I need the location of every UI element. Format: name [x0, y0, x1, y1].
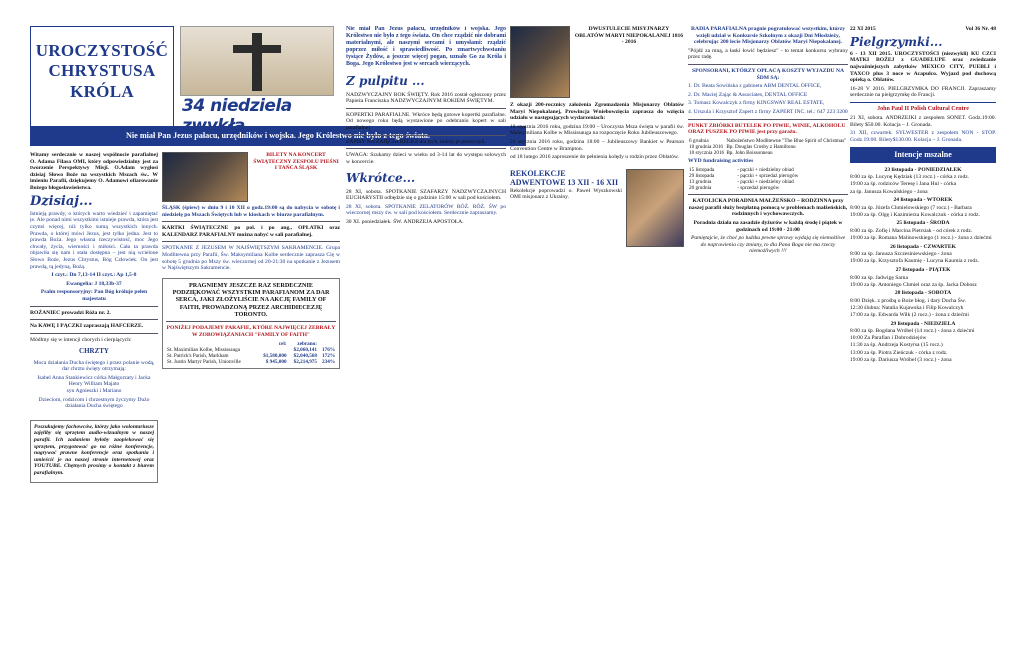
- header-image: [180, 26, 334, 96]
- religion-text: ZAPISY NA ZAJĘCIA RELIGI dla tych, którzy je przeoczyli.: [346, 138, 486, 145]
- event-1: 18 stycznia 2016 roku, godzina 19:00 – Uroczysta Msza święta w parafii św. Maksymiliana Kolbe w Mississauga na rozpoczęcie Roku Jubileuszowego.: [510, 123, 684, 137]
- remember-text: Pamiętajcie, że choć po ludzku pewne sprawy wydają się niemożliwe do naprawienia czy zmiany, to dla Pana Boga nie ma rzeczy niemożliwych !!!: [690, 235, 846, 255]
- mass-item: 13:00 za śp. Piotra Zieńczuk - córka z rodz.: [850, 349, 948, 356]
- table-cell: $ 945,000: [265, 358, 287, 365]
- divider: [30, 319, 158, 320]
- mass-item: 19:00 za śp. Krzysztofa Kaumię - Lucyna Kaumia z rodz.: [850, 258, 980, 265]
- radio-text: RADIA PARAFIALNA pragnie pogratulować wszystkim, którzy wzięli udział w Konkursie Szkolnym z okazji Dni Młodzieży, celebrując 200 lecie Misjonarzy Oblatów Maryi Niepokalanej.: [690, 26, 846, 46]
- divider: [30, 306, 158, 307]
- retreat-text: Rekolekcje poprowadzi o. Paweł Wyszkowski OMI misjonarz z Ukrainy.: [510, 187, 622, 201]
- slask-text: ŚLĄSK (śpiew) w dniu 9 i 10 XII o godz.19:00 są do nabycia w sobotę i niedzielę po Mszach Świętych lub w kioskach w biurze parafialnym.: [162, 205, 340, 218]
- mass-item: za śp. Janusza Kowalskiego - żona: [850, 188, 928, 195]
- table-cell: - sprzedaż pierogów: [737, 185, 780, 192]
- mass-item: 8:00 Dzięk. z prośbą o Boże błog. i dary Ducha Św.: [850, 297, 966, 304]
- coffee-note: Na KAWĘ I PĄCZKI zapraszają HAFCERZE.: [30, 323, 144, 330]
- divider: [346, 108, 506, 109]
- event-sylwester: 31 XII, czwartek. SYLWESTER z zespołem NON - STOP. Godz.19:00. Bilety$130.00. Kolacja – J. Gronada.: [850, 130, 996, 143]
- table-cell: St. Patrick's Parish, Markham: [167, 352, 229, 359]
- sponsor-item: 4. Urszula i Krzysztof Zapert z firmy ZAPERT INC. tel.: 647 223 3200: [688, 108, 848, 115]
- sponsor-item: 1. Dr. Beata Sowińska z gabinetu ABM DENTAL OFFICE,: [688, 83, 822, 90]
- tickets-heading: BILETY NA KONCERT ŚWIĄTECZNY ZESPOŁU PIEŚNI I TAŃCA ŚLĄSK: [253, 152, 339, 172]
- notice-text: UWAGA: Szukamy dzieci w wieku od 3-14 lat do występu solowych w koncercie.: [346, 152, 506, 165]
- gospel: Ewangelia: J 18,33b-37: [66, 280, 122, 287]
- table-row: [688, 150, 848, 156]
- event-andrzejki: 21 XI, sobota. ANDRZEJKI z zespołem SONET. Godz.19:00. Bilety $50.00. Kolacja – J. Gronada.: [850, 114, 996, 128]
- event-3: od 18 lutego 2016 zaproszenie do pełnienia kolędy u rodzin przez Oblatów.: [510, 154, 679, 161]
- mass-item: 8:00 za śp. Bogdana Wróbel (14 rocz.) - żona z dziećmi: [850, 328, 975, 335]
- occasion-text: Z okazji 200-rocznicy założenia Zgromadzenia Misjonarzy Oblatów Maryi Niepokalanej, Prowincja Wniebowzięcia zaprasza do wzięcia udziału w następujących wydarzeniach:: [510, 102, 684, 122]
- family-faith-heading: PONIŻEJ PODAJEMY PARAFIE, KTÓRE NAJWIĘCEJ ZEBRAŁY W ZOBOWIĄZANIACH "FAMILY OF FAITH": [166, 325, 336, 338]
- mass-day: 29 listopada - NIEDZIELA: [890, 320, 956, 327]
- divider: [30, 333, 158, 334]
- divider: [162, 221, 340, 222]
- parish-table: [166, 341, 336, 366]
- divider: [850, 102, 996, 103]
- pilgrimage-heading: Pielgrzymki...: [850, 34, 943, 49]
- mass-item: 8:00 za śp. Janusza Szczesiniewskiego - żona: [850, 251, 952, 258]
- jubilee-text: NADZWYCZAJNY ROK ŚWIĘTY. Rok 2016 został ogłoszony przez Papieża Franciszka NADZWYCZAJNYM ROKIEM ŚWIĘTYM.: [346, 91, 506, 105]
- table-row: [688, 185, 848, 191]
- retreat-heading: REKOLEKCJE ADWENTOWE 13 XII - 16 XII: [510, 168, 619, 188]
- issue-date: 22 XI 2015: [850, 26, 876, 32]
- table-cell: Bp. John Boissonneau: [726, 149, 773, 156]
- zelators-text: 28 XI, sobota. SPOTKANIE ZELATORÓW RÓŻ. RÓŻ. ŚW po wieczornej mszy św. w sali pod kościołem. Serdecznie zapraszamy.: [346, 203, 506, 217]
- mass-day: 24 listopada - WTOREK: [893, 197, 953, 204]
- table-cell: 20 grudnia: [689, 185, 712, 192]
- mass-item: 19:00 za śp. Antoniego Chmiel oraz za śp. Jacka Dobosz: [850, 281, 977, 288]
- volunteer-note: Poszukujemy fachowców, którzy jako wolontariusze zajęliby się sprzętem audio-wizualnym w naszej parafii. Ich zadaniem byłoby zaopiekować się sprzętem, przygotować go na różne konferencje, nagrywać prawne konferencje oraz spotkania i umieścić je na naszej stronie internetowej oraz YOUTUBE. Chętnych prosimy o kontakt z biurem parafialnym.: [34, 423, 154, 476]
- table-cell: 172%: [322, 352, 335, 359]
- baptisms-heading: CHRZTY: [79, 347, 109, 356]
- table-cell: St. Justin Martyr Parish, Unionville: [167, 358, 241, 365]
- table-cell: 15 listopada: [689, 166, 715, 173]
- baptisms-end: Dzieciom, rodzicom i chrzestnym życzymy Dużo działania Ducha świętego: [38, 396, 150, 410]
- sponsor-item: 2. Dr. Maciej Zając & Associates, DENTAL OFFICE: [688, 91, 808, 98]
- divider: [688, 119, 848, 120]
- table-cell: 10 stycznia 2016: [689, 149, 725, 156]
- mass-item: 8:00 za śp. Jadwigę Sarna: [850, 274, 908, 281]
- today-heading: Dzisiaj...: [30, 193, 93, 209]
- divider: [346, 148, 506, 149]
- table-cell: 29 listopada: [689, 172, 715, 179]
- baptisms-intro: Moca działania Ducha świętego i przez polanie wodą, dar chrztu święty otrzymają:: [33, 359, 155, 373]
- quote-text: "Pójdź za mną, a łaski łowić będziesz" - to temat konkursu wybrany przez radę.: [688, 47, 848, 61]
- mass-item: 19:00 za śp. rodziców Teresę i Jana Hul - córka: [850, 181, 957, 188]
- table-cell: Bp. Douglas Crosby z Hamiltonu: [726, 143, 796, 150]
- priest-photo: [626, 169, 684, 247]
- today-text: Istnieją prawdy, o których warto wiedzieć i zapamiętać je. Ale ponad nimi wszystkimi istnieje prawda, która jest czymś więcej, niż tylko sumą wszystkich innych. Prawda, o której mówi Jezus, jest tylko jedna. Jest to prawda Boża. Jego własna rzeczywistość, moc Jego chwały, życia, wierności i miłości. Cała ta prawda objawiła się nam i stała dostępna – jest nią wcielone Słowo Boże, Jezus Chrystus, Bóg Człowiek. On jest prawdą, tą jedyną, Bożą.: [30, 210, 158, 270]
- event-2: 21 stycznia 2016 roku, godzina 18:00 – Jubileuszowy Bankiet w Pearson Convention Centre w Brampton.: [510, 138, 684, 152]
- table-cell: 10 grudnia 2016: [689, 143, 724, 150]
- sponsor-item: 3. Tomasz Kowalczyk z firmy KINGSWAY REAL ESTATE,: [688, 100, 825, 107]
- title-box: [30, 26, 174, 130]
- table-cell: 13 grudnia: [689, 178, 712, 185]
- mass-day: 26 listopada - CZWARTEK: [890, 243, 956, 250]
- readings: I czyt.: Dn 7,13-14 II czyt.: Ap 1,5-8: [51, 272, 137, 279]
- page-title: UROCZYSTOŚĆ CHRYSTUSA KRÓLA: [35, 41, 169, 101]
- mass-day: 28 listopada - SOBOTA: [894, 290, 952, 297]
- mass-item: 11:30 za śp. Andrzeja Kostyrsa (15 rocz.): [850, 342, 943, 349]
- column-2: [162, 152, 340, 657]
- table-cell: St. Maximilian Kolbe, Mississauga: [167, 346, 241, 353]
- anniversary-image: [510, 26, 570, 98]
- sponsors-heading: SPONSORANI, KTÓRZY OPŁACĄ KOSZTY WYJAZDU NA ŚDM SĄ:: [691, 67, 845, 81]
- counseling-hours: Poradnia działa na zasadzie dyżurów w każdą środę i piątek w godzinach od 19:00 - 21:00: [693, 219, 843, 233]
- mass-item: 8:00 za śp. Lucynę Kędziak (13 rocz.) - córka z rodz.: [850, 174, 970, 181]
- family-faith-box: [162, 278, 340, 369]
- mass-day: 25 listopada - ŚRODA: [896, 220, 950, 227]
- mass-item: 19:00 za śp. Dariusza Wróbel (3 rocz.) - żona: [850, 356, 952, 363]
- events-table: [688, 138, 848, 156]
- divider: [688, 194, 848, 195]
- soon-heading: Wkrótce...: [346, 171, 416, 186]
- wyd-heading: WYD fundraising activities: [688, 158, 754, 165]
- sunday-title: 34 niedziela: [182, 96, 292, 116]
- mass-item: 19:00 za śp. Romana Malinowskiego (1 rocz.) - żona z dziećmi: [850, 235, 992, 242]
- pulpit-heading: Z pulpitu ...: [346, 74, 425, 89]
- table-cell: Nabożeństwo Modlitewne "The Blue Spirit of Christmas": [726, 137, 847, 144]
- cultural-centre: John Paul II Polish Cultural Centre: [877, 105, 969, 112]
- header-collected: zebrano:: [297, 340, 317, 347]
- column-1: [30, 152, 158, 657]
- mass-item: 12:30 ślubna: Natalia Kujawska i Filip Kowalczyk: [850, 304, 964, 311]
- cross-icon: [252, 33, 262, 91]
- cross-beam: [233, 45, 281, 53]
- wyd-table: [688, 167, 848, 192]
- counseling-text: KATOLICKA PORADNIA MAŁŻEŃSKO – RODZINNA przy naszej parafii służy bezpłatną pomocą w problemach małżeńskich, rodzinnych i wychowawczych.: [688, 198, 848, 218]
- header-target: cel:: [278, 340, 287, 347]
- envelopes-text: KOPERTKI PARAFIALNE. Wkróce będą gotowe kopertki parafialne. Od nowego roku będą wystawione po odebraniu kopert w sali parafialnej.: [346, 111, 506, 131]
- headline-banner: Nie miał Pan Jezus pałacu, urzędników i wojska. Jego Królestwo nie było z tego świata.: [30, 126, 526, 146]
- andrzej-text: 30 XI. poniedziałek. ŚW. ANDRZEJA APOSTOŁA.: [346, 218, 464, 225]
- pilgrimage-1: 6 - 13 XII 2015. UROCZYSTOŚCI (niezwykli) KU CZCI MATKI BOŻEJ z GUADELUPE oraz zwiedzanie najważniejszych zabytków MEXICO CITY, PUEBLI i TAXCO plus 3 noce w Acapulco. Wyjazd pod duchową opieką o. Oblatów.: [850, 50, 996, 84]
- dance-photo: [162, 152, 248, 202]
- divider: [162, 241, 340, 242]
- spotkanie-text: SPOTKANIE Z JEZUSEM W NAJŚWIĘTSZYM SAKRAMENCIE. Grupa Modlitewna przy Parafii, Św. Maksymiliana Kolbe serdecznie zaprasza Cię w sobotę 5 grudnia po Mszy św. wieczornej od 20-21:30 na spotkanie z Jezusem w Najświętszym Sakramencie.: [162, 245, 340, 272]
- divider: [688, 64, 848, 65]
- soon-text: 28 XI, sobota. SPOTKANIE SZAFARZY NADZWYCZAJNYCH EUCHARYSTII odbędzie się o godzinie 15:00 w sali pod kościołem.: [346, 188, 506, 202]
- divider: [166, 321, 336, 322]
- volunteer-box: [30, 420, 158, 483]
- mass-item: 19:00 za śp. Olgę i Kazimierza Kowalczuk - córka z rodz.: [850, 211, 980, 218]
- table-cell: 176%: [322, 346, 335, 353]
- sick-text: Módlmy się w intencji chorych i cierpiących:: [30, 336, 132, 343]
- mass-day: 27 listopada - PIĄTEK: [895, 267, 951, 274]
- table-cell: $2,040,568: [293, 352, 317, 359]
- table-cell: - pączki + niedzielny obiad: [737, 166, 794, 173]
- mass-list: [850, 167, 996, 363]
- pilgrimage-2: 16-28 V 2016. PIELGRZYMKA DO FRANCJI. Zapraszamy serdecznie na pielgrzymkę do Francji.: [850, 85, 996, 99]
- mass-intentions-heading: Intencje mszalne: [850, 147, 996, 162]
- intro-text: Nie miał Pan Jezus pałacu, urzędników i wojska. Jego Królestwo nie było z tego świata. On chce rządzić nie dobrami materialnymi, ale naszymi sercami i umysłami: rządzić poprzez miłość i sprawiedliwość. Po zmartwychwstaniu tysiące Żydów, a jeszcze więcej pogan, uznało Go za Króla i Boga. Jego Królestwo jest w sercach wierzących.: [346, 26, 506, 68]
- table-cell: $1,580,000: [263, 352, 287, 359]
- cards-text: KARTKI ŚWIĄTECZNE po pol. i po ang., OPŁATKI oraz KALENDARZ PARAFIALNY można nabyć w sali parafialnej.: [162, 225, 340, 238]
- table-cell: $2,060,141: [293, 346, 317, 353]
- mass-item: 10:00 Za Parafian i Dobrodziejów: [850, 335, 927, 342]
- welcome-text: Witamy serdecznie w naszej wspólnocie parafialnej O. Adama Filasa OMI, który odpowiedzialny jest za tworzenie Perspektywy Misji. O.Adam wygłosi dzisiaj Słowo Boże na wszystkich Mszach św.. W imieniu Parafii, dziękujemy O. Adamowi ofiarowanie Bożego błogosławieństwa.: [30, 152, 158, 191]
- rosary-note: ROŻANIEC prowadzi Róża nr. 2.: [30, 309, 111, 316]
- column-6: [850, 26, 996, 657]
- divider: [346, 135, 506, 136]
- column-3: [346, 26, 506, 657]
- table-cell: - pączki + niedzielny obiad: [737, 178, 794, 185]
- table-cell: 234%: [322, 358, 335, 365]
- bicentennial-heading: DWUSTULECIE MISYJNARZY OBLATÓW MARYI NIEPOKALANEJ 1816 - 2016: [574, 26, 684, 46]
- mass-item: 17:00 za śp. Edwarda Wilk (2 rocz.) - żona z dziećmi: [850, 312, 969, 319]
- table-row: [166, 359, 336, 365]
- mass-item: 8:00 za śp. Zofię i Marcina Pietrsiak - od córek z rodz.: [850, 228, 973, 235]
- table-cell: $2,214,975: [293, 358, 317, 365]
- issue-volume: Vol 36 Nr. 48: [965, 26, 996, 32]
- baptisms-list: Isabel Anna Stankiewicz córka Małgorzaty i Jacka Henry William Majato syn Agnieszki i Mariano: [37, 374, 151, 395]
- mass-day: 23 listopada - PONIEDZIAŁEK: [884, 166, 962, 173]
- family-faith-text: PRAGNIEMY JESZCZE RAZ SERDECZNIE PODZIĘKOWAĆ WSZYSTKIM PARAFIANOM ZA DAR SERCA, JAKI ZŁOŻYLIŚCIE NA AKCJĘ FAMILY OF FAITH, PROWADZONĄ PRZEZ ARCHIDIECEZJĘ TORONTO.: [172, 281, 330, 318]
- table-cell: - pączki + sprzedaż pierogów: [737, 172, 799, 179]
- column-4: [510, 26, 684, 657]
- table-cell: 6 grudnia: [689, 137, 709, 144]
- mass-item: 8:00 za śp. Józefa Chmielowskiego (7 rocz.) - Barbara: [850, 204, 972, 211]
- collection-point: PUNKT ZBIÓRKI BUTELEK PO PIWIE, WINIE, ALKOHOLU ORAZ PUSZEK PO PIWIE jest przy garażu.: [688, 122, 846, 136]
- column-5: [688, 26, 848, 657]
- psalm: Psalm responsoryjny: Pan Bóg króluje pełen majestatu: [40, 289, 148, 303]
